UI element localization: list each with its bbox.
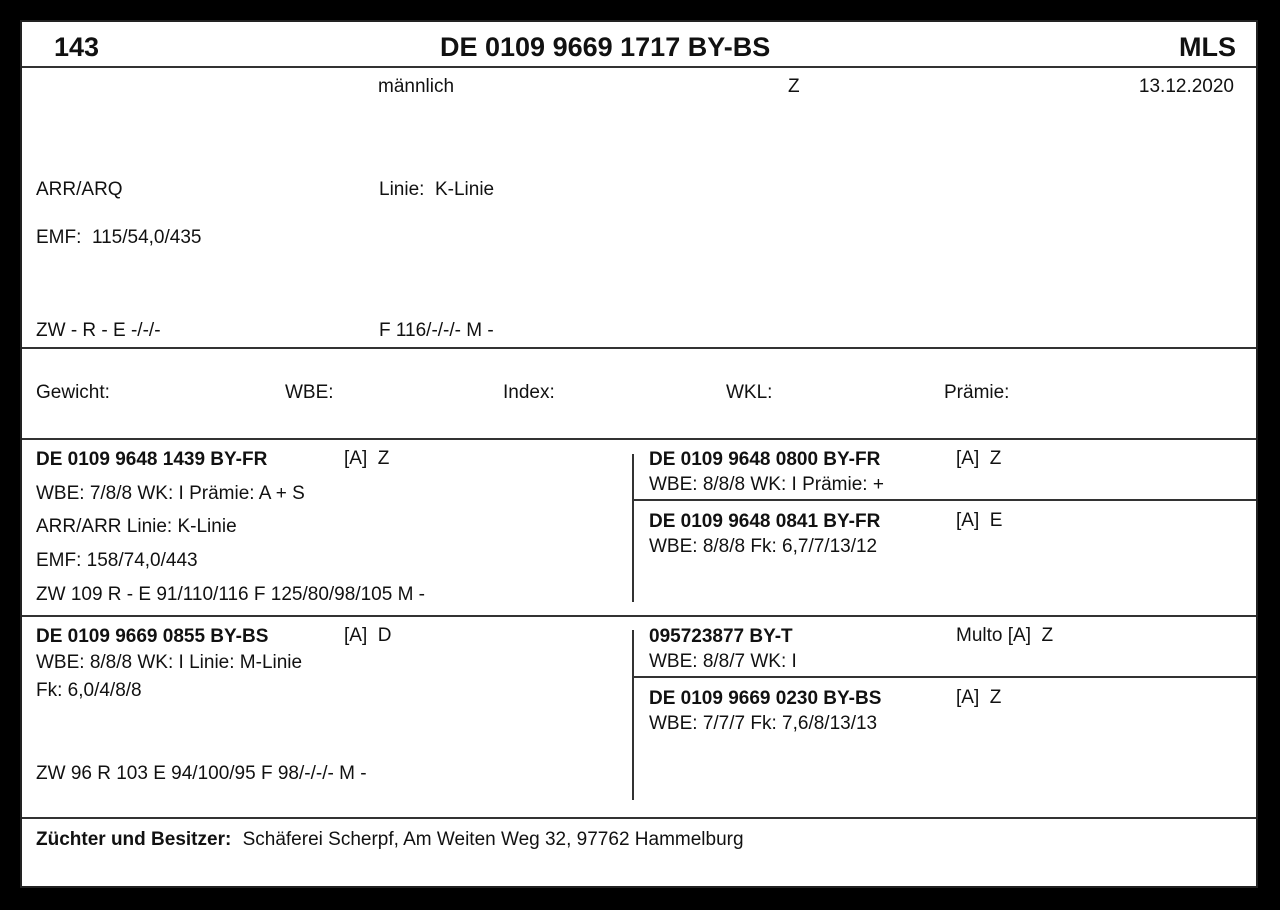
dam-tag: [A] D xyxy=(344,625,392,646)
fleischwert: F 116/-/-/- M - xyxy=(379,320,494,341)
sire-dam-divider xyxy=(22,615,1256,617)
dam-column-divider xyxy=(632,630,634,800)
sire-tag: [A] Z xyxy=(344,448,390,469)
breeder-owner xyxy=(36,829,744,851)
linie: Linie: K-Linie xyxy=(379,179,495,200)
dam-line-3: ZW 96 R 103 E 94/100/95 F 98/-/-/- M - xyxy=(36,763,367,784)
breeder-owner-value: Schäferei Scherpf, Am Weiten Weg 32, 97762 Hammelburg xyxy=(242,829,744,850)
dam-line-1: WBE: 8/8/8 WK: I Linie: M-Linie xyxy=(36,652,303,673)
sire-line-1: WBE: 7/8/8 WK: I Prämie: A + S xyxy=(36,483,305,504)
sire-dam-id: DE 0109 9648 0841 BY-FR xyxy=(649,511,881,532)
sire-id: DE 0109 9648 1439 BY-FR xyxy=(36,449,268,470)
dam-sire-line-1: WBE: 8/8/7 WK: I xyxy=(649,651,797,672)
sire-sire-id: DE 0109 9648 0800 BY-FR xyxy=(649,449,881,470)
dam-line-2: Fk: 6,0/4/8/8 xyxy=(36,680,142,701)
birth-date: 13.12.2020 xyxy=(1138,76,1234,97)
dam-id: DE 0109 9669 0855 BY-BS xyxy=(36,626,269,647)
pedigree-card xyxy=(20,20,1258,888)
sire-dam-tag: [A] E xyxy=(956,510,1003,531)
index-label: Index: xyxy=(503,382,555,403)
sire-line-2: ARR/ARR Linie: K-Linie xyxy=(36,516,237,537)
sire-dam-line-1: WBE: 8/8/8 Fk: 6,7/7/13/12 xyxy=(649,536,878,557)
dam-sire-tag: Multo [A] Z xyxy=(956,625,1054,646)
dam-sub-divider xyxy=(634,676,1256,678)
dam-dam-line-1: WBE: 7/7/7 Fk: 7,6/8/13/13 xyxy=(649,713,878,734)
herdbook-code: Z xyxy=(788,76,800,97)
sire-sire-line-1: WBE: 8/8/8 WK: I Prämie: + xyxy=(649,474,884,495)
wbe-label: WBE: xyxy=(285,382,334,403)
catalog-number: 143 xyxy=(54,32,100,62)
gewicht-label: Gewicht: xyxy=(36,382,110,403)
sire-column-divider xyxy=(632,454,634,602)
sire-sub-divider xyxy=(634,499,1256,501)
sex: männlich xyxy=(378,76,455,97)
footer-divider xyxy=(22,817,1256,819)
sire-line-4: ZW 109 R - E 91/110/116 F 125/80/98/105 M - xyxy=(36,584,426,605)
breeder-owner-label: Züchter und Besitzer: xyxy=(36,829,232,850)
breed-code: MLS xyxy=(1179,32,1236,62)
praemie-label: Prämie: xyxy=(944,382,1010,403)
info-divider xyxy=(22,347,1256,349)
scrapie-genotype: ARR/ARQ xyxy=(36,179,123,200)
fields-divider xyxy=(22,438,1256,440)
wkl-label: WKL: xyxy=(726,382,773,403)
header-divider xyxy=(22,66,1256,68)
dam-dam-tag: [A] Z xyxy=(956,687,1002,708)
zuchtwert: ZW - R - E -/-/- xyxy=(36,320,161,341)
animal-id: DE 0109 9669 1717 BY-BS xyxy=(440,32,771,62)
emf: EMF: 115/54,0/435 xyxy=(36,227,202,248)
sire-sire-tag: [A] Z xyxy=(956,448,1002,469)
dam-dam-id: DE 0109 9669 0230 BY-BS xyxy=(649,688,882,709)
dam-sire-id: 095723877 BY-T xyxy=(649,626,793,647)
sire-line-3: EMF: 158/74,0/443 xyxy=(36,550,198,571)
